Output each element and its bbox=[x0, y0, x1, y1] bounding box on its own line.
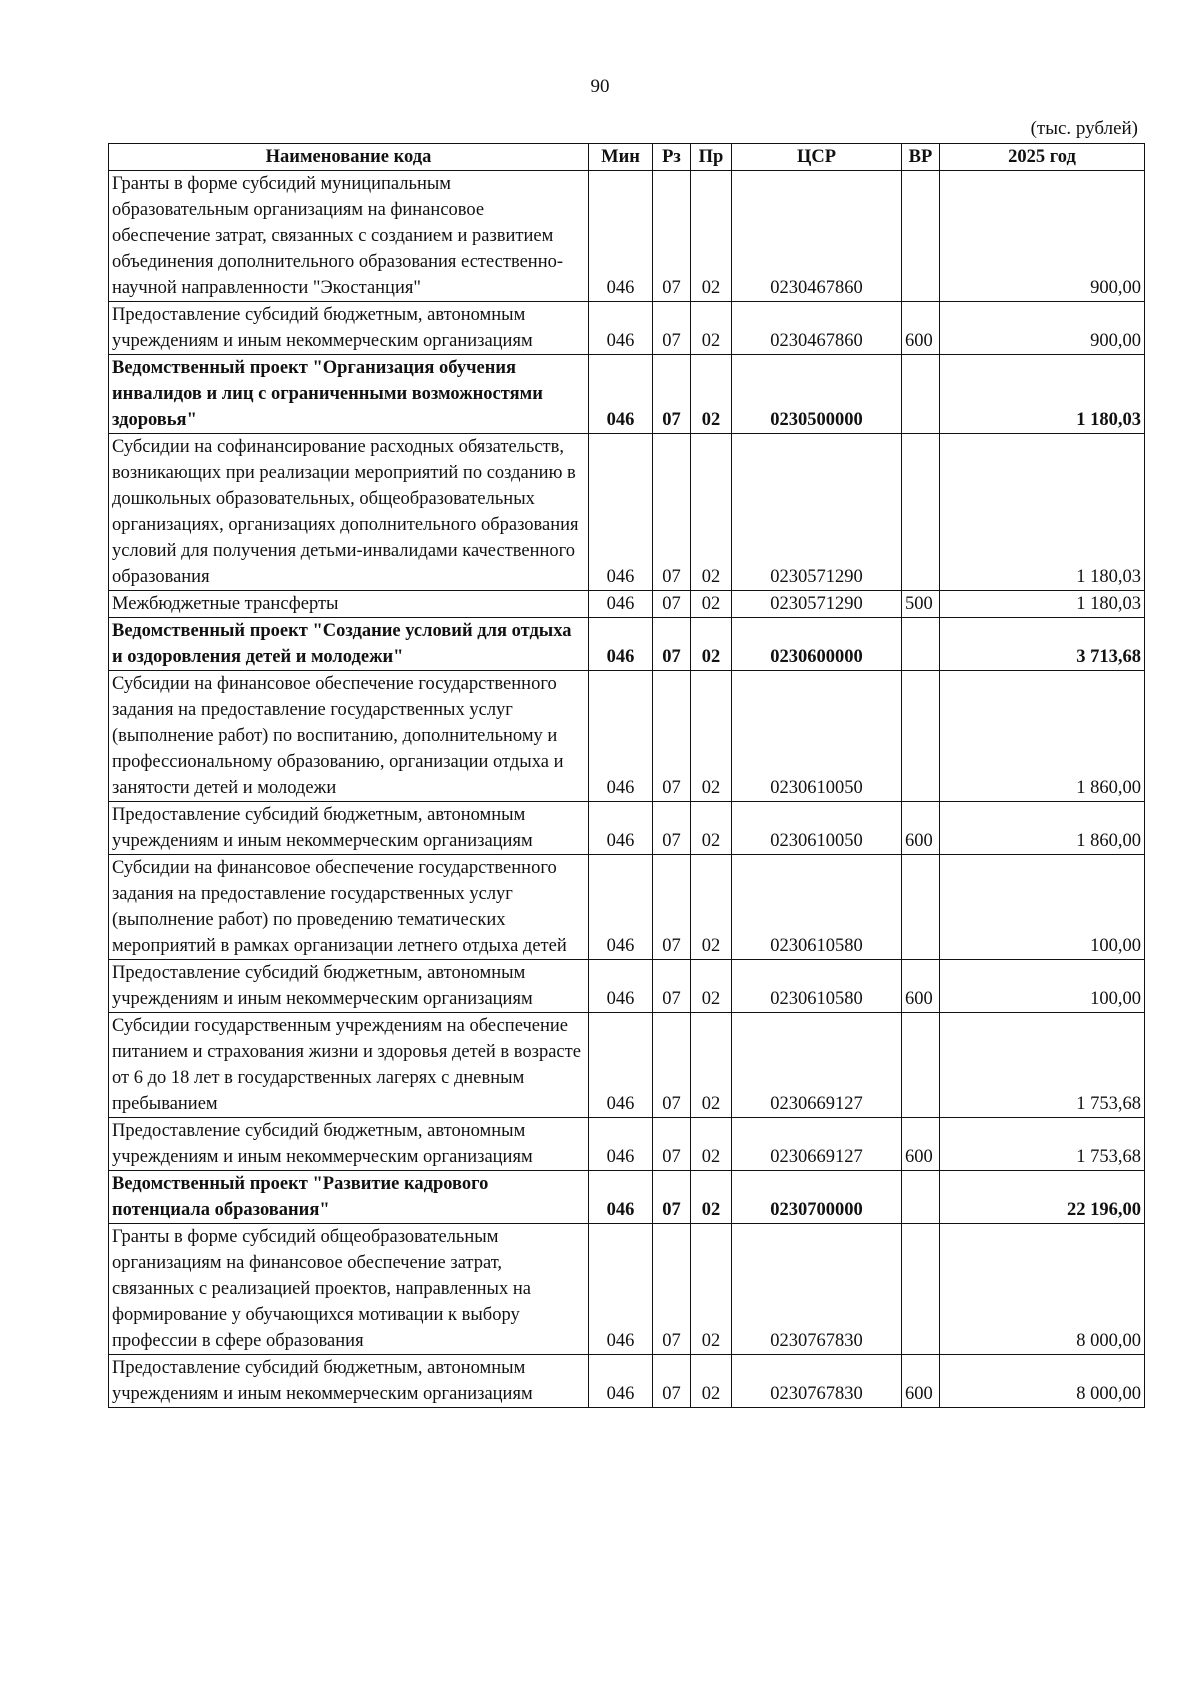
row-pr: 02 bbox=[691, 1355, 732, 1408]
row-amount: 1 180,03 bbox=[940, 355, 1145, 434]
row-vr: 500 bbox=[902, 591, 940, 618]
row-pr: 02 bbox=[691, 434, 732, 591]
header-csr: ЦСР bbox=[732, 144, 902, 171]
table-header-row bbox=[109, 144, 1145, 171]
row-csr: 0230571290 bbox=[732, 434, 902, 591]
row-vr: 600 bbox=[902, 1118, 940, 1171]
row-name: Предоставление субсидий бюджетным, автономным учреждениям и иным некоммерческим организациям bbox=[109, 802, 589, 855]
budget-table bbox=[108, 143, 1145, 1408]
row-vr bbox=[902, 171, 940, 302]
row-rz: 07 bbox=[653, 960, 691, 1013]
row-min: 046 bbox=[589, 1224, 653, 1355]
row-name: Субсидии на софинансирование расходных обязательств, возникающих при реализации мероприятий по созданию в дошкольных образовательных, общеобразовательных организациях, организациях дополнительного образования условий для получения детьми-инвалидами качественного образования bbox=[109, 434, 589, 591]
units-note: (тыс. рублей) bbox=[1030, 118, 1138, 139]
row-csr: 0230571290 bbox=[732, 591, 902, 618]
row-amount: 1 180,03 bbox=[940, 591, 1145, 618]
row-amount: 1 753,68 bbox=[940, 1118, 1145, 1171]
row-rz: 07 bbox=[653, 591, 691, 618]
table-row bbox=[109, 671, 1145, 802]
row-name: Ведомственный проект "Создание условий для отдыха и оздоровления детей и молодежи" bbox=[109, 618, 589, 671]
table-row bbox=[109, 618, 1145, 671]
header-rz: Рз bbox=[653, 144, 691, 171]
header-year: 2025 год bbox=[940, 144, 1145, 171]
row-rz: 07 bbox=[653, 855, 691, 960]
row-csr: 0230669127 bbox=[732, 1013, 902, 1118]
row-vr: 600 bbox=[902, 1355, 940, 1408]
row-min: 046 bbox=[589, 1171, 653, 1224]
row-amount: 1 860,00 bbox=[940, 802, 1145, 855]
row-name: Ведомственный проект "Развитие кадрового потенциала образования" bbox=[109, 1171, 589, 1224]
row-pr: 02 bbox=[691, 1013, 732, 1118]
row-vr: 600 bbox=[902, 302, 940, 355]
row-amount: 22 196,00 bbox=[940, 1171, 1145, 1224]
row-csr: 0230610580 bbox=[732, 855, 902, 960]
row-pr: 02 bbox=[691, 171, 732, 302]
row-rz: 07 bbox=[653, 1224, 691, 1355]
row-pr: 02 bbox=[691, 1224, 732, 1355]
row-name: Гранты в форме субсидий муниципальным образовательным организациям на финансовое обеспечение затрат, связанных с созданием и развитием объединения дополнительного образования естественно-научной направленности "Экостанция" bbox=[109, 171, 589, 302]
row-pr: 02 bbox=[691, 355, 732, 434]
row-csr: 0230467860 bbox=[732, 171, 902, 302]
row-name: Предоставление субсидий бюджетным, автономным учреждениям и иным некоммерческим организациям bbox=[109, 1355, 589, 1408]
row-rz: 07 bbox=[653, 171, 691, 302]
row-csr: 0230669127 bbox=[732, 1118, 902, 1171]
row-amount: 900,00 bbox=[940, 171, 1145, 302]
row-min: 046 bbox=[589, 671, 653, 802]
table-row bbox=[109, 960, 1145, 1013]
row-amount: 1 753,68 bbox=[940, 1013, 1145, 1118]
row-amount: 1 180,03 bbox=[940, 434, 1145, 591]
row-pr: 02 bbox=[691, 671, 732, 802]
row-vr bbox=[902, 855, 940, 960]
row-name: Предоставление субсидий бюджетным, автономным учреждениям и иным некоммерческим организациям bbox=[109, 960, 589, 1013]
header-pr: Пр bbox=[691, 144, 732, 171]
table-row bbox=[109, 1013, 1145, 1118]
row-name: Субсидии государственным учреждениям на обеспечение питанием и страхования жизни и здоровья детей в возрасте от 6 до 18 лет в государственных лагерях с дневным пребыванием bbox=[109, 1013, 589, 1118]
row-vr bbox=[902, 355, 940, 434]
row-name: Субсидии на финансовое обеспечение государственного задания на предоставление государственных услуг (выполнение работ) по воспитанию, дополнительному и профессиональному образованию, организации отдыха и занятости детей и молодежи bbox=[109, 671, 589, 802]
row-amount: 1 860,00 bbox=[940, 671, 1145, 802]
table-row bbox=[109, 1224, 1145, 1355]
table-row bbox=[109, 855, 1145, 960]
row-rz: 07 bbox=[653, 1118, 691, 1171]
row-vr bbox=[902, 618, 940, 671]
table-row bbox=[109, 802, 1145, 855]
row-amount: 900,00 bbox=[940, 302, 1145, 355]
row-rz: 07 bbox=[653, 1171, 691, 1224]
row-name: Предоставление субсидий бюджетным, автономным учреждениям и иным некоммерческим организациям bbox=[109, 302, 589, 355]
row-name: Ведомственный проект "Организация обучения инвалидов и лиц с ограниченными возможностями здоровья" bbox=[109, 355, 589, 434]
row-amount: 100,00 bbox=[940, 960, 1145, 1013]
row-min: 046 bbox=[589, 355, 653, 434]
table-row bbox=[109, 591, 1145, 618]
row-csr: 0230500000 bbox=[732, 355, 902, 434]
row-csr: 0230700000 bbox=[732, 1171, 902, 1224]
row-min: 046 bbox=[589, 855, 653, 960]
row-csr: 0230610050 bbox=[732, 671, 902, 802]
table-row bbox=[109, 171, 1145, 302]
table-row bbox=[109, 1118, 1145, 1171]
row-min: 046 bbox=[589, 434, 653, 591]
row-csr: 0230600000 bbox=[732, 618, 902, 671]
row-vr: 600 bbox=[902, 802, 940, 855]
row-min: 046 bbox=[589, 1013, 653, 1118]
row-rz: 07 bbox=[653, 802, 691, 855]
row-vr bbox=[902, 434, 940, 591]
table-row bbox=[109, 302, 1145, 355]
row-vr bbox=[902, 1224, 940, 1355]
row-name: Предоставление субсидий бюджетным, автономным учреждениям и иным некоммерческим организациям bbox=[109, 1118, 589, 1171]
row-pr: 02 bbox=[691, 618, 732, 671]
table-row bbox=[109, 1355, 1145, 1408]
row-min: 046 bbox=[589, 1355, 653, 1408]
row-rz: 07 bbox=[653, 618, 691, 671]
row-csr: 0230767830 bbox=[732, 1355, 902, 1408]
row-name: Гранты в форме субсидий общеобразовательным организациям на финансовое обеспечение затрат, связанных с реализацией проектов, направленных на формирование у обучающихся мотивации к выбору профессии в сфере образования bbox=[109, 1224, 589, 1355]
row-pr: 02 bbox=[691, 302, 732, 355]
row-min: 046 bbox=[589, 802, 653, 855]
table-row bbox=[109, 355, 1145, 434]
row-name: Субсидии на финансовое обеспечение государственного задания на предоставление государственных услуг (выполнение работ) по проведению тематических мероприятий в рамках организации летнего отдыха детей bbox=[109, 855, 589, 960]
page-number: 90 bbox=[590, 76, 610, 97]
row-min: 046 bbox=[589, 171, 653, 302]
header-min: Мин bbox=[589, 144, 653, 171]
row-min: 046 bbox=[589, 960, 653, 1013]
row-min: 046 bbox=[589, 618, 653, 671]
table-row bbox=[109, 434, 1145, 591]
table-row bbox=[109, 1171, 1145, 1224]
row-csr: 0230767830 bbox=[732, 1224, 902, 1355]
row-pr: 02 bbox=[691, 1118, 732, 1171]
row-vr: 600 bbox=[902, 960, 940, 1013]
header-vr: ВР bbox=[902, 144, 940, 171]
row-pr: 02 bbox=[691, 591, 732, 618]
row-amount: 3 713,68 bbox=[940, 618, 1145, 671]
row-amount: 8 000,00 bbox=[940, 1355, 1145, 1408]
row-name: Межбюджетные трансферты bbox=[109, 591, 589, 618]
row-csr: 0230610050 bbox=[732, 802, 902, 855]
header-name: Наименование кода bbox=[109, 144, 589, 171]
row-rz: 07 bbox=[653, 355, 691, 434]
row-csr: 0230467860 bbox=[732, 302, 902, 355]
row-pr: 02 bbox=[691, 855, 732, 960]
row-vr bbox=[902, 1013, 940, 1118]
row-rz: 07 bbox=[653, 434, 691, 591]
row-min: 046 bbox=[589, 591, 653, 618]
row-min: 046 bbox=[589, 302, 653, 355]
row-rz: 07 bbox=[653, 671, 691, 802]
row-min: 046 bbox=[589, 1118, 653, 1171]
row-vr bbox=[902, 671, 940, 802]
row-rz: 07 bbox=[653, 1355, 691, 1408]
row-amount: 100,00 bbox=[940, 855, 1145, 960]
row-rz: 07 bbox=[653, 1013, 691, 1118]
row-vr bbox=[902, 1171, 940, 1224]
row-amount: 8 000,00 bbox=[940, 1224, 1145, 1355]
row-pr: 02 bbox=[691, 1171, 732, 1224]
row-pr: 02 bbox=[691, 802, 732, 855]
row-rz: 07 bbox=[653, 302, 691, 355]
row-csr: 0230610580 bbox=[732, 960, 902, 1013]
row-pr: 02 bbox=[691, 960, 732, 1013]
